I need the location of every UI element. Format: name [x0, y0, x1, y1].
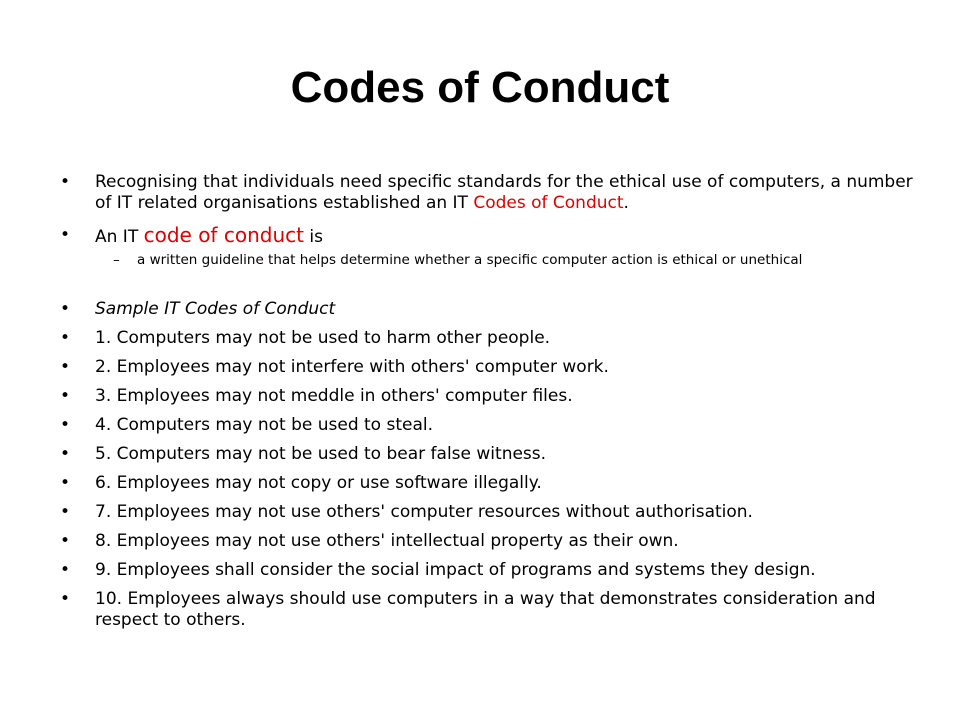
rule-item: [60, 444, 920, 465]
definition-highlight: code of conduct: [143, 223, 304, 247]
definition-suffix: is: [303, 227, 323, 247]
definition-prefix: An IT: [95, 227, 144, 247]
intro-end: .: [623, 193, 629, 213]
bullet-marker: •: [60, 444, 71, 464]
bullet-intro: [60, 172, 920, 214]
bullet-marker: •: [60, 328, 71, 348]
sample-heading: Sample IT Codes of Conduct: [95, 299, 336, 319]
slide-content: [60, 172, 920, 631]
bullet-marker: •: [60, 299, 71, 319]
dash-marker: –: [113, 252, 120, 268]
bullet-marker: •: [60, 531, 71, 551]
bullet-marker: •: [60, 225, 71, 245]
bullet-marker: •: [60, 172, 71, 192]
bullet-marker: •: [60, 415, 71, 435]
rule-item: [60, 415, 920, 436]
rule-text: 2. Employees may not interfere with others' computer work.: [95, 357, 609, 377]
rule-text: 8. Employees may not use others' intellectual property as their own.: [95, 531, 679, 551]
definition-sub-item: [60, 252, 920, 268]
bullet-marker: •: [60, 560, 71, 580]
definition-sub-text: a written guideline that helps determine whether a specific computer action is ethical or unethical: [137, 252, 803, 268]
bullet-marker: •: [60, 473, 71, 493]
bullet-marker: •: [60, 357, 71, 377]
intro-highlight: Codes of Conduct: [473, 193, 624, 213]
bullet-marker: •: [60, 386, 71, 406]
rule-text: 5. Computers may not be used to bear false witness.: [95, 444, 547, 464]
rule-text: 6. Employees may not copy or use software illegally.: [95, 473, 542, 493]
rule-item: [60, 560, 920, 581]
bullet-marker: •: [60, 589, 71, 609]
rule-item: [60, 473, 920, 494]
rules-list: [60, 328, 920, 631]
rule-item: [60, 502, 920, 523]
bullet-marker: •: [60, 502, 71, 522]
rule-item: [60, 589, 920, 631]
rule-text: 10. Employees always should use computers in a way that demonstrates consideration and respect to others.: [95, 589, 876, 630]
bullet-definition: [60, 225, 920, 248]
intro-text: Recognising that individuals need specific standards for the ethical use of computers, a number of IT related organisations established an IT: [95, 172, 913, 213]
rule-item: [60, 386, 920, 407]
rule-item: [60, 357, 920, 378]
rule-text: 9. Employees shall consider the social impact of programs and systems they design.: [95, 560, 816, 580]
rule-text: 1. Computers may not be used to harm other people.: [95, 328, 551, 348]
bullet-sample-heading: [60, 299, 920, 320]
rule-text: 4. Computers may not be used to steal.: [95, 415, 434, 435]
rule-text: 7. Employees may not use others' computer resources without authorisation.: [95, 502, 753, 522]
slide-title: Codes of Conduct: [290, 63, 670, 112]
rule-text: 3. Employees may not meddle in others' computer files.: [95, 386, 573, 406]
rule-item: [60, 328, 920, 349]
rule-item: [60, 531, 920, 552]
